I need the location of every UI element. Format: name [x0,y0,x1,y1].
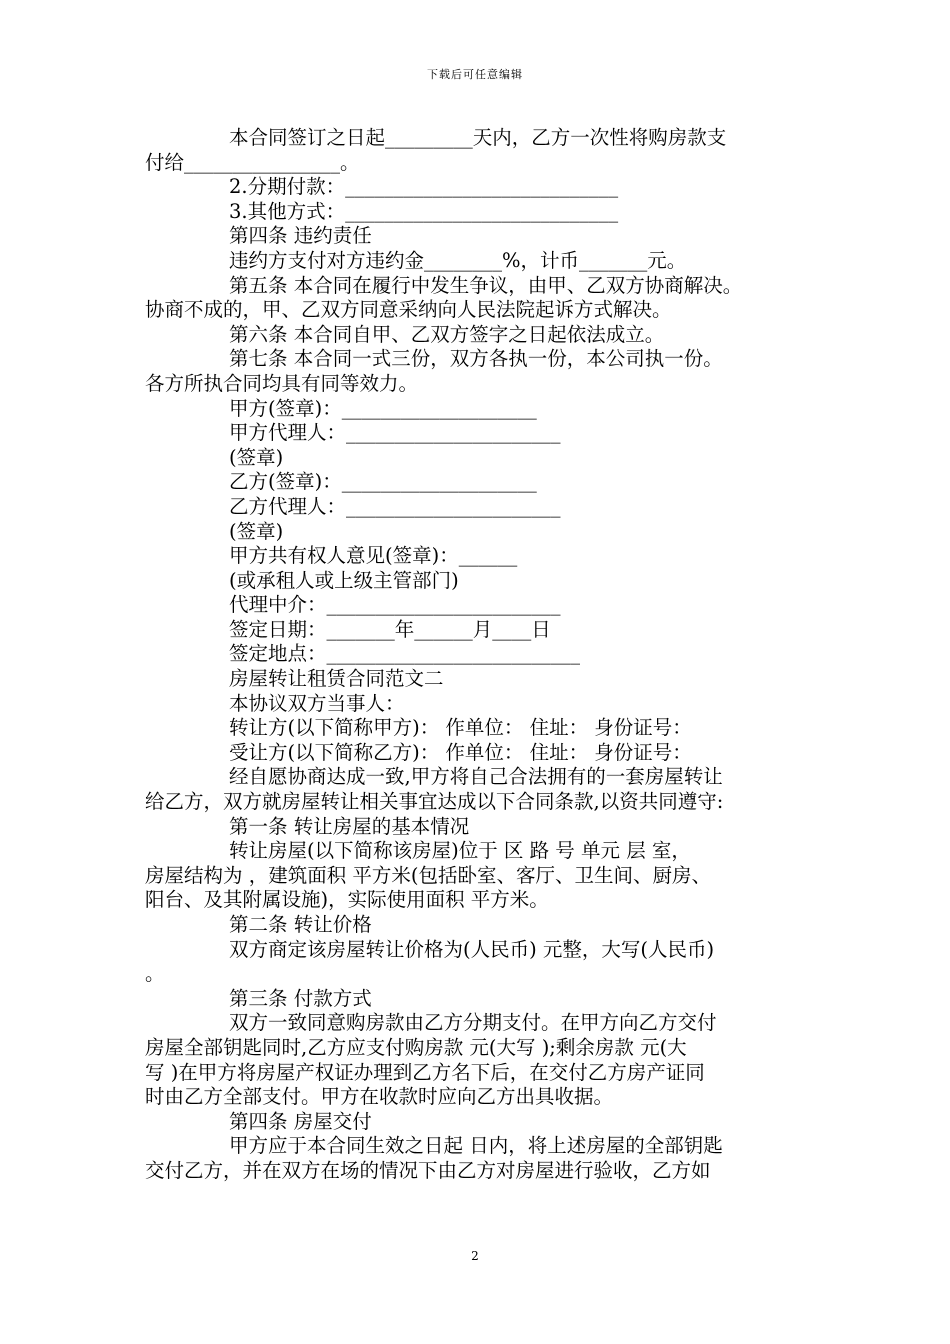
text-line: 写 )在甲方将房屋产权证办理到乙方名下后，在交付乙方房产证同 [145,1060,705,1084]
signature-line: 乙方(签章)：____________________ [229,470,537,494]
section-heading: 第一条 转让房屋的基本情况 [229,814,470,838]
section-heading: 第二条 转让价格 [229,913,372,936]
text-line: 本合同签订之日起_________天内，乙方一次性将购房款支 [229,126,727,149]
date-line: 签定日期：_______年______月____日 [229,617,551,641]
text-line: 各方所执合同均具有同等效力。 [145,371,419,395]
text-line: 协商不成的，甲、乙双方同意采纳向人民法院起诉方式解决。 [145,298,672,322]
text-line: 第六条 本合同自甲、乙双方签字之日起依法成立。 [229,322,665,346]
text-line: 受让方(以下简称乙方)： 作单位： 住址： 身份证号： [229,740,692,764]
text-line: 甲方应于本合同生效之日起 日内，将上述房屋的全部钥匙 [229,1134,723,1158]
signature-line: 甲方代理人：______________________ [229,421,561,445]
text-line: 本协议双方当事人： [229,691,405,715]
document-body [145,126,825,1184]
text-line: 。 [145,962,165,986]
text-line: 转让方(以下简称甲方)： 作单位： 住址： 身份证号： [229,716,692,740]
text-line: (或承租人或上级主管部门) [229,568,459,592]
text-line: (签章) [229,519,284,543]
text-line: 双方一致同意购房款由乙方分期支付。在甲方向乙方交付 [229,1011,717,1035]
document-subtitle: 房屋转让租赁合同范文二 [229,667,444,691]
section-heading: 第三条 付款方式 [229,986,372,1010]
text-line: 双方商定该房屋转让价格为(人民币) 元整，大写(人民币) [229,937,715,961]
section-heading: 第四条 违约责任 [229,224,372,248]
signature-line: 乙方代理人：______________________ [229,494,561,518]
text-line: 房屋结构为 ，建筑面积 平方米(包括卧室、客厅、卫生间、厨房、 [145,863,712,887]
page-number: 2 [471,1249,479,1263]
text-line: 经自愿协商达成一致,甲方将自己合法拥有的一套房屋转让 [229,765,723,789]
text-line: 给乙方，双方就房屋转让相关事宜达成以下合同条款,以资共同遵守: [145,790,724,814]
place-line: 签定地点：__________________________ [229,642,581,666]
text-line: (签章) [229,445,284,469]
text-line: 房屋全部钥匙同时,乙方应支付购房款 元(大写 );剩余房款 元(大 [145,1035,687,1059]
text-line: 阳台、及其附属设施)，实际使用面积 平方米。 [145,888,549,912]
text-line: 违约方支付对方违约金________%，计币_______元。 [229,248,687,272]
section-heading: 第四条 房屋交付 [229,1109,372,1133]
text-line: 转让房屋(以下简称该房屋)位于 区 路 号 单元 层 室， [229,839,691,863]
text-line: 3.其他方式：____________________________ [229,199,619,223]
text-line: 第七条 本合同一式三份，双方各执一份，本公司执一份。 [229,347,723,371]
text-line: 交付乙方，并在双方在场的情况下由乙方对房屋进行验收，乙方如 [145,1158,711,1182]
text-line: 第五条 本合同在履行中发生争议，由甲、乙双方协商解决。 [229,273,743,297]
page-header: 下载后可任意编辑 [427,68,523,81]
signature-line: 甲方(签章)：____________________ [229,396,537,420]
signature-line: 代理中介：________________________ [229,593,561,617]
text-line: 付给________________。 [145,150,360,174]
text-line: 2.分期付款：____________________________ [229,175,619,199]
text-line: 时由乙方全部支付。甲方在收款时应向乙方出具收据。 [145,1085,614,1109]
signature-line: 甲方共有权人意见(签章)：______ [229,544,518,568]
